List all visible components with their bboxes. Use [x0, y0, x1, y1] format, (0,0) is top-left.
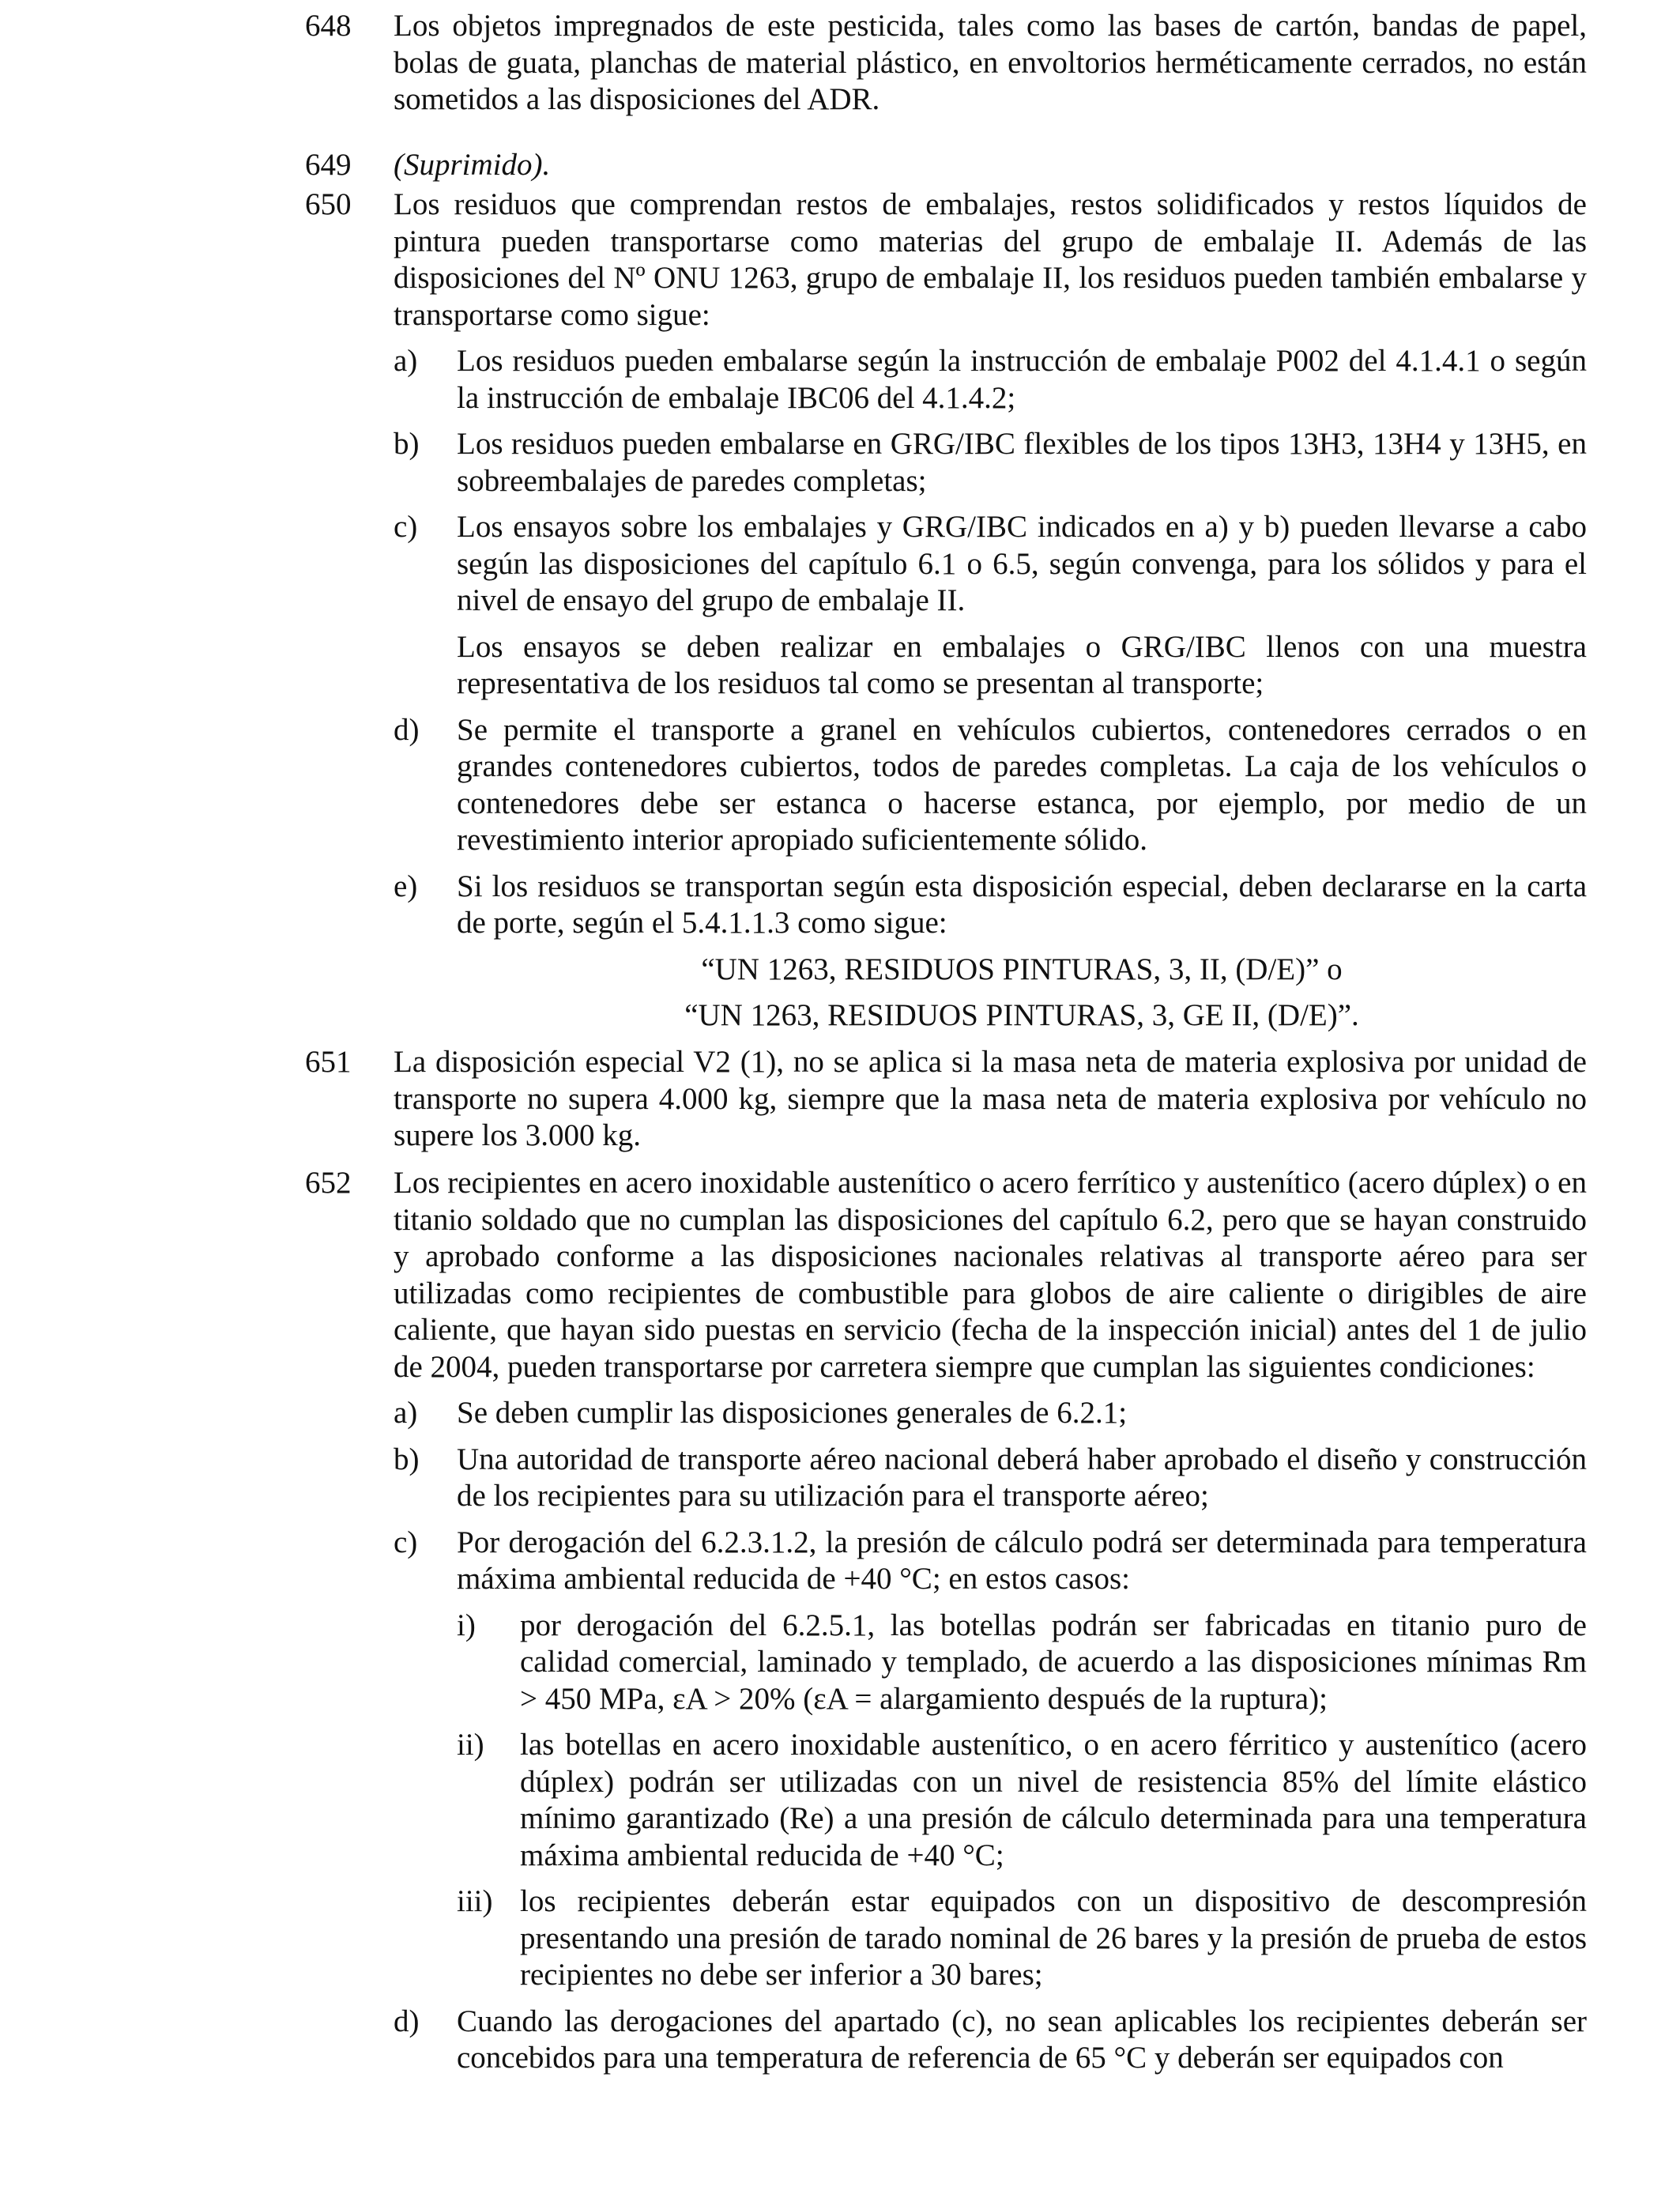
- entry-body: [394, 1165, 1587, 2077]
- item-text: Se deben cumplir las disposiciones generales de 6.2.1;: [457, 1396, 1128, 1430]
- sub-item: [394, 1883, 1587, 1994]
- item-extra-text: Los ensayos se deben realizar en embalajes o GRG/IBC llenos con una muestra representativa de los residuos tal como se presentan al transporte;: [457, 629, 1587, 700]
- entry-body: [394, 187, 1587, 1035]
- entry-text: La disposición especial V2 (1), no se aplica si la masa neta de materia explosiva por unidad de transporte no supera 4.000 kg, siempre que la masa neta de materia explosiva por vehículo no supere los 3.000 kg.: [394, 1045, 1587, 1152]
- sub-item-label: ii): [457, 1728, 484, 1762]
- list-item: [394, 869, 1587, 1035]
- sub-item: [394, 1727, 1587, 1874]
- item-text: Por derogación del 6.2.3.1.2, la presión de cálculo podrá ser determinada para temperatura máxima ambiental reducida de +40 °C; en estos casos:: [457, 1525, 1587, 1596]
- sub-item: [394, 1608, 1587, 1718]
- item-text: Se permite el transporte a granel en vehículos cubiertos, contenedores cerrados o en grandes contenedores cubiertos, todos de paredes completas. La caja de los vehículos o contenedores debe ser estanca o hacerse estanca, por ejemplo, por medio de un revestimiento interior apropiado suficientemente sólido.: [457, 712, 1587, 857]
- item-label: a): [394, 344, 418, 378]
- sub-item-label: iii): [457, 1884, 493, 1918]
- item-label: d): [394, 712, 420, 747]
- entry-text: Los objetos impregnados de este pesticida, tales como las bases de cartón, bandas de papel, bolas de guata, planchas de material plástico, en envoltorios herméticamente cerrados, no están sometidos a las disposiciones del ADR.: [394, 9, 1587, 116]
- sub-item-text: por derogación del 6.2.5.1, las botellas podrán ser fabricadas en titanio puro de calidad comercial, laminado y templado, de acuerdo a las disposiciones mínimas Rm > 450 MPa, εA > 20% (εA = alargamiento después de la ruptura);: [520, 1608, 1587, 1716]
- list-item: [394, 1525, 1587, 1994]
- item-label: c): [394, 1525, 418, 1559]
- entry-number: 648: [305, 9, 352, 43]
- sub-item-label: i): [457, 1608, 476, 1642]
- item-label: b): [394, 427, 420, 461]
- list-item: [394, 2004, 1587, 2077]
- sub-item-text: las botellas en acero inoxidable austenítico, o en acero férritico y austenítico (acero dúplex) podrán ser utilizadas con un nivel de resistencia 85% del límite elástico mínimo garantizado (Re) a una presión de cálculo determinada para una temperatura máxima ambiental reducida de +40 °C;: [520, 1728, 1587, 1872]
- list-item: [394, 343, 1587, 417]
- entry-number: 649: [305, 148, 352, 182]
- entry-text: (Suprimido).: [394, 148, 551, 182]
- item-text: Los ensayos sobre los embalajes y GRG/IBC indicados en a) y b) pueden llevarse a cabo según las disposiciones del capítulo 6.1 o 6.5, según convenga, para los sólidos y para el nivel de ensayo del grupo de embalaje II.: [457, 510, 1587, 617]
- entry-body: [394, 8, 1587, 119]
- item-label: b): [394, 1442, 420, 1476]
- entry-body: [394, 147, 1587, 184]
- list-item: [394, 1442, 1587, 1515]
- sub-item-text: los recipientes deberán estar equipados con un dispositivo de descompresión presentando una presión de tarado nominal de 26 bares y la presión de prueba de estos recipientes no debe ser inferior a 30 bares;: [520, 1884, 1587, 1992]
- entry-text: Los residuos que comprendan restos de embalajes, restos solidificados y restos líquidos de pintura pueden transportarse como materias del grupo de embalaje II. Además de las disposiciones del Nº ONU 1263, grupo de embalaje II, los residuos pueden también embalarse y transportarse como sigue:: [394, 187, 1587, 332]
- declaration-line-1: “UN 1263, RESIDUOS PINTURAS, 3, II, (D/E)” o: [701, 952, 1343, 986]
- list-item: [394, 426, 1587, 499]
- item-label: a): [394, 1396, 418, 1430]
- list-item: [394, 509, 1587, 703]
- item-text: Los residuos pueden embalarse en GRG/IBC flexibles de los tipos 13H3, 13H4 y 13H5, en sobreembalajes de paredes completas;: [457, 427, 1587, 498]
- item-text: Si los residuos se transportan según esta disposición especial, deben declararse en la carta de porte, según el 5.4.1.1.3 como sigue:: [457, 869, 1587, 940]
- item-text: Cuando las derogaciones del apartado (c), no sean aplicables los recipientes deberán ser concebidos para una temperatura de referencia de 65 °C y deberán ser equipados con: [457, 2004, 1587, 2075]
- item-label: c): [394, 510, 418, 544]
- entry-number: 650: [305, 187, 352, 221]
- item-text: Una autoridad de transporte aéreo nacional deberá haber aprobado el diseño y construcción de los recipientes para su utilización para el transporte aéreo;: [457, 1442, 1587, 1513]
- item-label: d): [394, 2004, 420, 2038]
- item-text: Los residuos pueden embalarse según la instrucción de embalaje P002 del 4.1.4.1 o según la instrucción de embalaje IBC06 del 4.1.4.2;: [457, 344, 1587, 415]
- entry-text: Los recipientes en acero inoxidable austenítico o acero ferrítico y austenítico (acero dúplex) o en titanio soldado que no cumplan las disposiciones del capítulo 6.2, pero que se hayan construido y aprobado conforme a las disposiciones nacionales relativas al transporte aéreo para ser utilizadas como recipientes de combustible para globos de aire caliente o dirigibles de aire caliente, que hayan sido puestas en servicio (fecha de la inspección inicial) antes del 1 de julio de 2004, pueden transportarse por carretera siempre que cumplan las siguientes condiciones:: [394, 1166, 1587, 1384]
- list-item: [394, 712, 1587, 859]
- declaration-line-2: “UN 1263, RESIDUOS PINTURAS, 3, GE II, (D/E)”.: [684, 998, 1359, 1032]
- entry-number: 652: [305, 1166, 352, 1200]
- entry-number: 651: [305, 1045, 352, 1079]
- entry-body: [394, 1044, 1587, 1155]
- list-item: [394, 1395, 1587, 1432]
- item-label: e): [394, 869, 418, 903]
